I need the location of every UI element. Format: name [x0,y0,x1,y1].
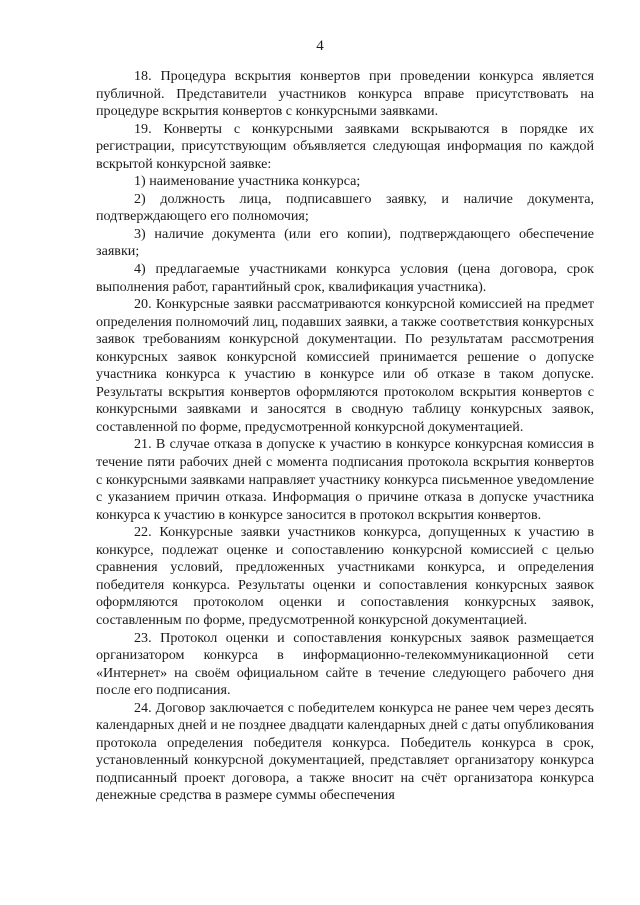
list-item-1: 1) наименование участника конкурса; [134,173,361,190]
paragraph-22: 22. Конкурсные заявки участников конкурса, допущенных к участию в конкурсе, подлежат оценке и сопоставлению конкурсной комиссией с целью сравнения условий, предложенных участниками конкурса, и определения победителя конкурса. Результаты оценки и сопоставления конкурсных заявок оформляются протоколом оценки и сопоставления конкурсных заявок, составленным по форме, предусмотренной конкурсной документацией. [96,524,594,628]
paragraph-23: 23. Протокол оценки и сопоставления конкурсных заявок размещается организатором конкурса в информационно-телекоммуникационной сети «Интернет» на своём официальном сайте в течение следующего рабочего дня после его подписания. [96,629,594,699]
paragraph-24: 24. Договор заключается с победителем конкурса не ранее чем через десять календарных дней и не позднее двадцати календарных дней с даты опубликования протокола определения победителя конкурса. Победитель конкурса в срок, установленный конкурсной документацией, представляет организатору конкурса подписанный проект договора, а также вносит на счёт организатора конкурса денежные средства в размере суммы обеспечения [96,699,594,804]
document-body [96,68,594,805]
page-number: 4 [316,38,324,54]
list-item-3: 3) наличие документа (или его копии), подтверждающего обеспечение заявки; [96,225,594,260]
paragraph-18: 18. Процедура вскрытия конвертов при проведении конкурса является публичной. Представители участников конкурса вправе присутствовать на процедуре вскрытия конвертов с конкурсными заявками. [96,68,594,120]
paragraph-20: 20. Конкурсные заявки рассматриваются конкурсной комиссией на предмет определения полномочий лиц, подавших заявки, а также соответствия конкурсных заявок требованиям конкурсной документации. По результатам рассмотрения конкурсных заявок конкурсной комиссией принимается решение о допуске участника конкурса к участию в конкурсе или об отказе в таком допуске. Результаты вскрытия конвертов оформляются протоколом вскрытия конвертов с конкурсными заявками и заносятся в сводную таблицу конкурсных заявок, составленной по форме, предусмотренной конкурсной документацией. [96,296,594,435]
paragraph-19: 19. Конверты с конкурсными заявками вскрываются в порядке их регистрации, присутствующим объявляется следующая информация по каждой вскрытой конкурсной заявке: [96,120,594,172]
paragraph-21: 21. В случае отказа в допуске к участию в конкурсе конкурсная комиссия в течение пяти рабочих дней с момента подписания протокола вскрытия конвертов с конкурсными заявками направляет участнику конкурса письменное уведомление с указанием причин отказа. Информация о причине отказа в допуске участника конкурса к участию в конкурсе заносится в протокол вскрытия конвертов. [96,436,594,523]
list-item-4: 4) предлагаемые участниками конкурса условия (цена договора, срок выполнения работ, гарантийный срок, квалификация участника). [96,261,594,295]
list-item-2: 2) должность лица, подписавшего заявку, и наличие документа, подтверждающего его полномочия; [96,190,594,225]
